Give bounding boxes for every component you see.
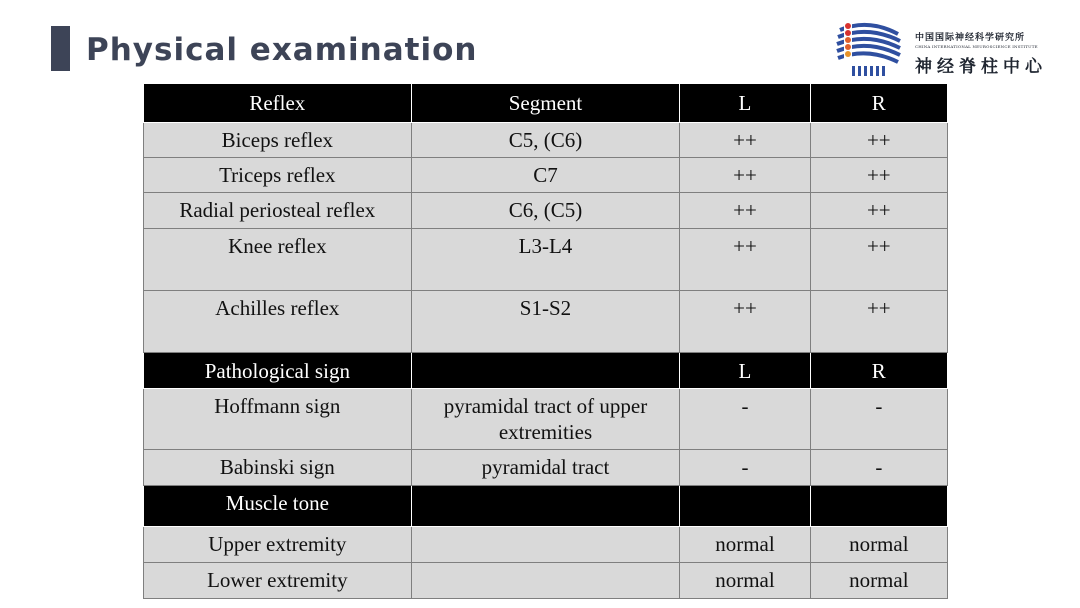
header-cell: Pathological sign [144, 353, 412, 389]
pathological-header-row [144, 353, 948, 389]
table-row [144, 563, 948, 599]
table-cell: C7 [411, 158, 680, 193]
table-cell: S1-S2 [411, 291, 680, 353]
logo-center-name: 神经脊柱中心 [915, 57, 1047, 77]
header-cell [810, 486, 947, 527]
table-row [144, 291, 948, 353]
header-cell: Reflex [144, 84, 412, 123]
table-row [144, 158, 948, 193]
table-cell: ++ [680, 193, 810, 229]
spine-logo-icon [832, 20, 904, 78]
table-cell: ++ [680, 158, 810, 193]
header-cell: Segment [411, 84, 680, 123]
table-row [144, 229, 948, 291]
table-cell: Upper extremity [144, 527, 412, 563]
table-cell: Triceps reflex [144, 158, 412, 193]
table-cell: Biceps reflex [144, 123, 412, 158]
table-cell: - [810, 450, 947, 486]
table-cell: - [680, 389, 810, 450]
table-cell [411, 527, 680, 563]
table-cell: normal [810, 563, 947, 599]
table-cell: ++ [680, 291, 810, 353]
table-cell: ++ [810, 291, 947, 353]
table-cell: Lower extremity [144, 563, 412, 599]
table-cell: normal [810, 527, 947, 563]
table-cell: C5, (C6) [411, 123, 680, 158]
reflex-header-row [144, 84, 948, 123]
institute-logo [832, 20, 1062, 78]
table-cell: C6, (C5) [411, 193, 680, 229]
table-row [144, 123, 948, 158]
table-cell: Achilles reflex [144, 291, 412, 353]
header-cell [680, 486, 810, 527]
table-cell: pyramidal tract [411, 450, 680, 486]
table-cell: ++ [810, 229, 947, 291]
header-cell: R [810, 353, 947, 389]
table-cell: ++ [680, 229, 810, 291]
title-accent-bar [51, 26, 70, 71]
table-row [144, 193, 948, 229]
table-cell: L3-L4 [411, 229, 680, 291]
table-cell: Babinski sign [144, 450, 412, 486]
table-cell: ++ [810, 123, 947, 158]
table-row [144, 389, 948, 450]
table-cell: ++ [680, 123, 810, 158]
header-cell [411, 486, 680, 527]
table-row [144, 527, 948, 563]
logo-chinese-name: 中国国际神经科学研究所 [915, 33, 1026, 43]
table-row [144, 450, 948, 486]
table-cell: Knee reflex [144, 229, 412, 291]
table-cell: Radial periosteal reflex [144, 193, 412, 229]
header-cell: L [680, 353, 810, 389]
logo-english-name: CHINA INTERNATIONAL NEUROSCIENCE INSTITUTE [915, 44, 1038, 49]
muscle-tone-header-row [144, 486, 948, 527]
table-cell: ++ [810, 158, 947, 193]
table-cell: Hoffmann sign [144, 389, 412, 450]
table-cell: ++ [810, 193, 947, 229]
table-cell: normal [680, 563, 810, 599]
header-cell: Muscle tone [144, 486, 412, 527]
header-cell: L [680, 84, 810, 123]
page-title: Physical examination [86, 32, 478, 68]
header-cell: R [810, 84, 947, 123]
table-cell [411, 563, 680, 599]
table-cell: - [680, 450, 810, 486]
table-cell: normal [680, 527, 810, 563]
table-cell: - [810, 389, 947, 450]
exam-table [143, 83, 948, 599]
header-cell [411, 353, 680, 389]
table-cell: pyramidal tract of upper extremities [411, 389, 680, 450]
